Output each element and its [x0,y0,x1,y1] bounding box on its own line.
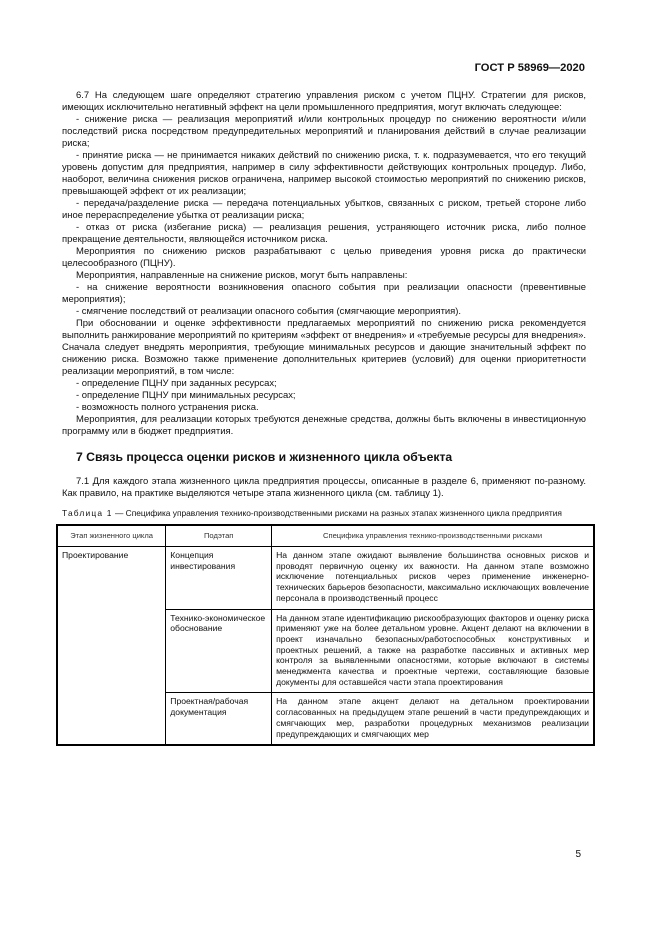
section-heading: 7 Связь процесса оценки рисков и жизненного цикла объекта [76,450,453,464]
paragraph: 6.7 На следующем шаге определяют стратегию управления риском с учетом ПЦНУ. Стратегии для рисков, имеющих исключительно негативный эффект на цели промышленного предприятия, могут включать следующее: [62,90,586,113]
paragraph: Мероприятия, направленные на снижение рисков, могут быть направлены: [76,270,408,281]
header-substage: Подэтап [166,525,272,547]
paragraph: При обосновании и оценке эффективности предлагаемых мероприятий по снижению риска рекомендуется выполнить ранжирование мероприятий по критериям «эффект от внедрения» и «требуемые ресурсы для внедрения». Сначала следует внедрять мероприятия, требующие минимальных ресурсов и дающие значительный эффект по снижению риска. Возможно также применение дополнительных критериев (условий) для оценки приоритетности реализации мероприятий, в том числе: [62,318,586,377]
list-item: - возможность полного устранения риска. [76,402,259,413]
lifecycle-table [56,524,595,746]
paragraph: Мероприятия, для реализации которых требуются денежные средства, должны быть включены в инвестиционную программу или в бюджет предприятия. [62,414,586,437]
table-caption-label: Таблица 1 [62,508,113,518]
header-stage: Этап жизненного цикла [57,525,166,547]
list-item: - на снижение вероятности возникновения опасного события при реализации опасности (превентивные мероприятия); [62,282,586,305]
standard-code: ГОСТ Р 58969—2020 [474,62,585,74]
paragraph: 7.1 Для каждого этапа жизненного цикла предприятия процессы, описанные в разделе 6, применяют по-разному. Как правило, на практике выделяются четыре этапа жизненного цикла (см. таблицу 1). [62,476,586,499]
list-item: - принятие риска — не принимается никаких действий по снижению риска, т. к. подразумевается, что его текущий уровень допустим для предприятия, например в силу эффективности действующих контрольных процедур. Либо, наоборот, величина снижения рисков ограничена, например высокой стоимостью мероприятий по снижению рисков, превышающей эффект от их реализации; [62,150,586,197]
stage-cell: Проектирование [57,547,166,746]
spec-cell: На данном этапе ожидают выявление большинства основных рисков и проводят первичную оценку их важности. На данном этапе возможно исключение потенциальных рисков через применение инженерно-технических барьеров безопасности, максимально исключающих вовлечение персонала в производственный процесс [272,547,594,610]
list-item: - снижение риска — реализация мероприятий и/или контрольных процедур по снижению вероятности и/или последствий риска посредством предупредительных мероприятий и планирования действий в случае реализации риска; [62,114,586,149]
header-spec: Специфика управления технико-производственными рисками [272,525,594,547]
substage-cell: Технико-экономическое обоснование [166,609,272,693]
substage-cell: Концепция инвестирования [166,547,272,610]
list-item: - отказ от риска (избегание риска) — реализация решения, устраняющего источник риска, либо полное прекращение деятельности, являющейся источником риска. [62,222,586,245]
document-body [62,90,589,746]
substage-cell: Проектная/рабочая документация [166,693,272,745]
list-item: - смягчение последствий от реализации опасного события (смягчающие мероприятия). [76,306,462,317]
list-item: - определение ПЦНУ при минимальных ресурсах; [76,390,296,401]
paragraph: Мероприятия по снижению рисков разрабатывают с целью приведения уровня риска до практически целесообразного (ПЦНУ). [62,246,586,269]
spec-cell: На данном этапе акцент делают на детальном проектировании согласованных на предыдущем этапе решений в части предупреждающих и смягчающих мер, разработки процедурных механизмов реализации предупреждающих и смягчающих мер [272,693,594,745]
table-caption-text: — Специфика управления технико-производственными рисками на разных этапах жизненного цикла предприятия [112,508,562,518]
table-caption [62,508,586,518]
table-header-row [57,525,594,547]
list-item: - передача/разделение риска — передача потенциальных убытков, связанных с риском, третьей стороне либо иное перераспределение убытка от реализации риска; [62,198,586,221]
table-row [57,547,594,610]
list-item: - определение ПЦНУ при заданных ресурсах; [76,378,277,389]
page-number: 5 [575,849,581,860]
spec-cell: На данном этапе идентификацию рискообразующих факторов и оценку риска применяют уже на более детальном уровне. Акцент делают на включении в проект изначально безопасных/работоспособных конструктивных и проектных решений, а также на разработке пассивных и активных мер контроля за выявленными опасностями, которые включают в системы менеджмента качества и проектные чертежи, составляющие базовые документы для оставшейся части этапа проектирования [272,609,594,693]
